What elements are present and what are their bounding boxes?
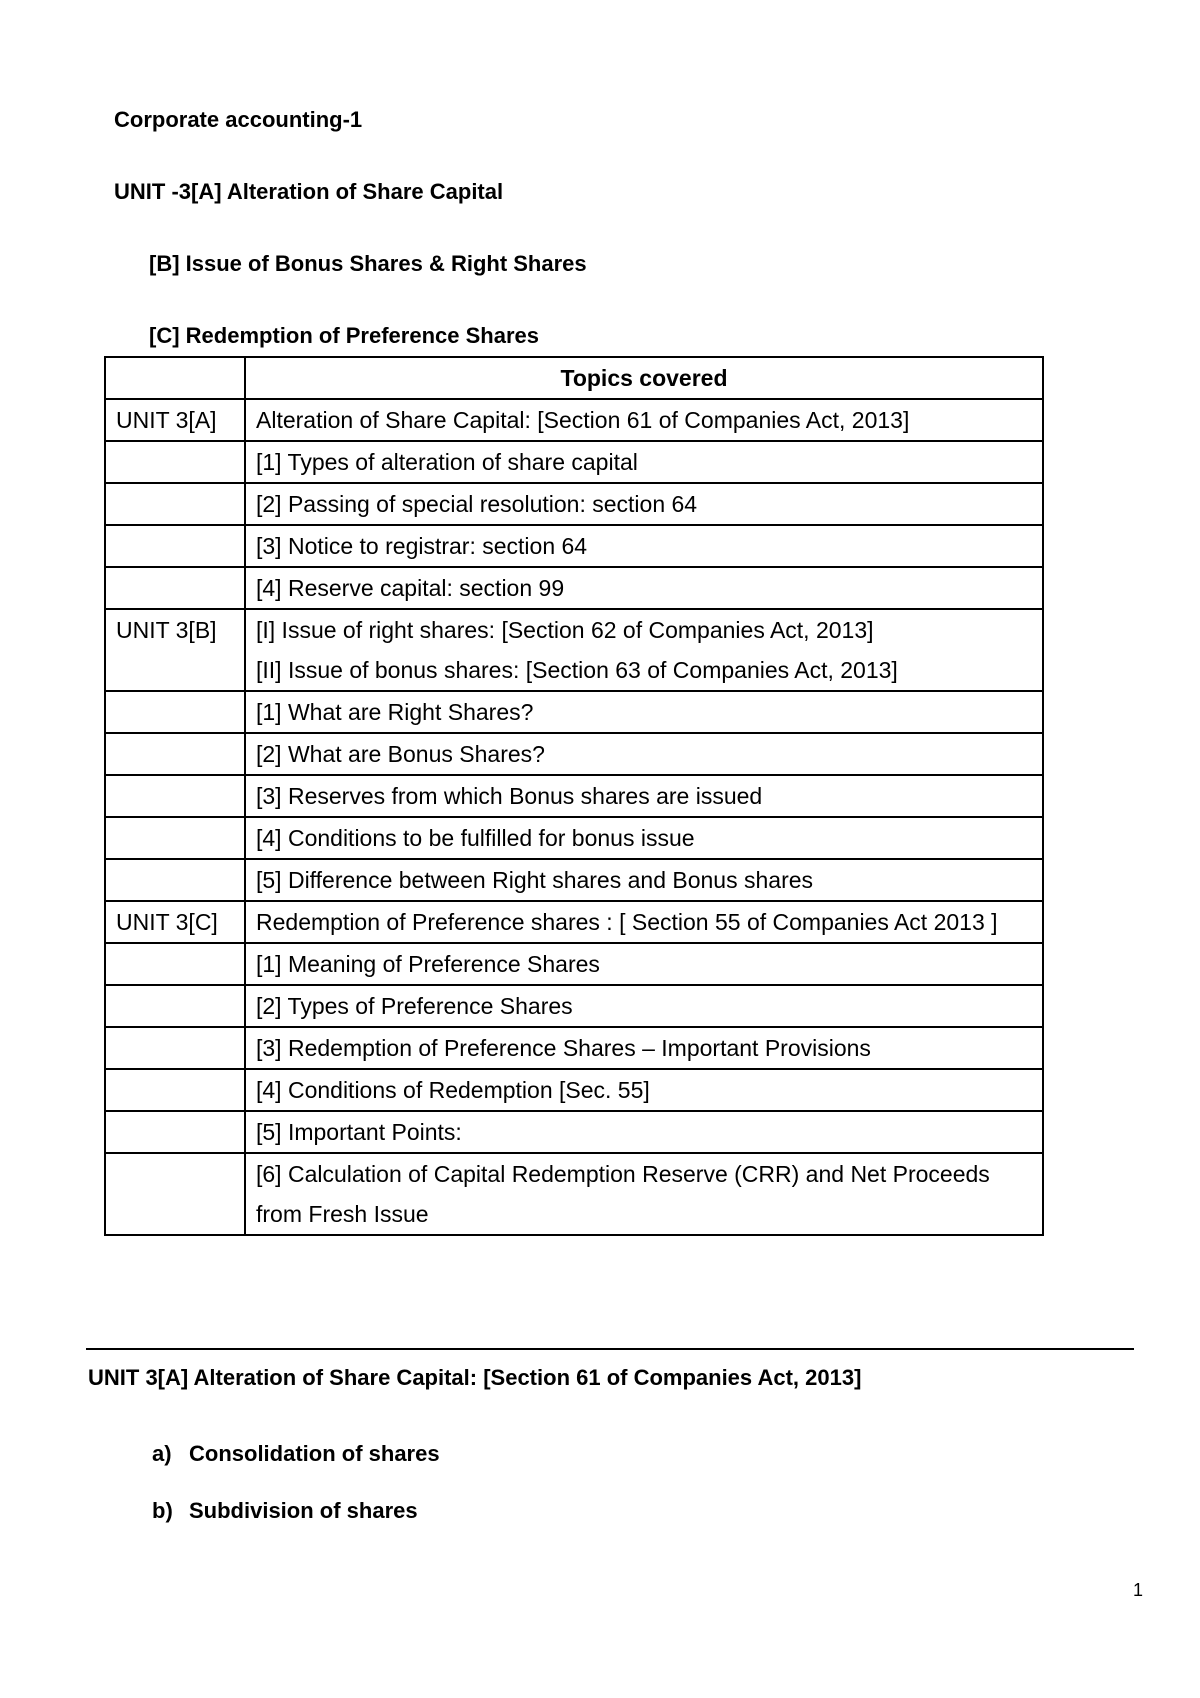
unit-cell <box>105 859 245 901</box>
topic-cell: [6] Calculation of Capital Redemption Reserve (CRR) and Net Proceeds from Fresh Issue <box>245 1153 1043 1235</box>
topic-cell: [3] Redemption of Preference Shares – Important Provisions <box>245 1027 1043 1069</box>
table-row <box>105 399 1043 441</box>
unit-cell <box>105 1027 245 1069</box>
topic-cell: [1] Meaning of Preference Shares <box>245 943 1043 985</box>
unit-cell: UNIT 3[B] <box>105 609 245 691</box>
list-marker: a) <box>152 1441 172 1466</box>
list-item-text: Subdivision of shares <box>189 1498 418 1523</box>
topic-cell: [4] Reserve capital: section 99 <box>245 567 1043 609</box>
topic-cell: [4] Conditions to be fulfilled for bonus issue <box>245 817 1043 859</box>
list-item <box>152 1497 418 1525</box>
unit-cell <box>105 441 245 483</box>
unit-cell: UNIT 3[A] <box>105 399 245 441</box>
table-row <box>105 985 1043 1027</box>
topic-cell: [4] Conditions of Redemption [Sec. 55] <box>245 1069 1043 1111</box>
table-row <box>105 1069 1043 1111</box>
table-row <box>105 1111 1043 1153</box>
table-row <box>105 525 1043 567</box>
unit-cell: UNIT 3[C] <box>105 901 245 943</box>
topic-cell: [3] Notice to registrar: section 64 <box>245 525 1043 567</box>
unit-cell <box>105 943 245 985</box>
table-row <box>105 817 1043 859</box>
list-item <box>152 1440 440 1468</box>
table-row <box>105 859 1043 901</box>
unit-b-heading: [B] Issue of Bonus Shares & Right Shares <box>149 251 587 276</box>
table-row <box>105 483 1043 525</box>
table-row <box>105 441 1043 483</box>
topics-table <box>104 356 1044 1236</box>
topic-line: [II] Issue of bonus shares: [Section 63 of Companies Act, 2013] <box>256 657 898 683</box>
list-marker: b) <box>152 1498 173 1523</box>
unit-cell <box>105 817 245 859</box>
table-row <box>105 609 1043 691</box>
document-title: Corporate accounting-1 <box>114 107 363 132</box>
section-heading: UNIT 3[A] Alteration of Share Capital: [Section 61 of Companies Act, 2013] <box>88 1365 862 1390</box>
unit-cell <box>105 733 245 775</box>
table-row <box>105 691 1043 733</box>
topic-cell: [1] Types of alteration of share capital <box>245 441 1043 483</box>
header-topics-cell: Topics covered <box>245 357 1043 399</box>
table-row <box>105 567 1043 609</box>
table-row <box>105 733 1043 775</box>
table-row <box>105 943 1043 985</box>
unit-cell <box>105 1153 245 1235</box>
topic-cell: [2] Passing of special resolution: section 64 <box>245 483 1043 525</box>
unit-cell <box>105 985 245 1027</box>
table-header-row <box>105 357 1043 399</box>
table-row <box>105 901 1043 943</box>
unit-cell <box>105 691 245 733</box>
unit-c-heading: [C] Redemption of Preference Shares <box>149 323 539 348</box>
topic-cell: Alteration of Share Capital: [Section 61 of Companies Act, 2013] <box>245 399 1043 441</box>
section-divider <box>86 1348 1134 1350</box>
page-number: 1 <box>1133 1580 1144 1600</box>
unit-cell <box>105 525 245 567</box>
topic-cell: [5] Difference between Right shares and Bonus shares <box>245 859 1043 901</box>
topic-cell: [2] What are Bonus Shares? <box>245 733 1043 775</box>
unit-cell <box>105 483 245 525</box>
topic-cell: [2] Types of Preference Shares <box>245 985 1043 1027</box>
topic-cell: [1] What are Right Shares? <box>245 691 1043 733</box>
header-unit-cell <box>105 357 245 399</box>
table-row <box>105 1153 1043 1235</box>
list-item-text: Consolidation of shares <box>189 1441 440 1466</box>
table-row <box>105 775 1043 817</box>
unit-cell <box>105 775 245 817</box>
unit-cell <box>105 567 245 609</box>
table-row <box>105 1027 1043 1069</box>
unit-cell <box>105 1111 245 1153</box>
topic-cell: [5] Important Points: <box>245 1111 1043 1153</box>
topic-cell <box>245 609 1043 691</box>
topic-cell: Redemption of Preference shares : [ Section 55 of Companies Act 2013 ] <box>245 901 1043 943</box>
unit-cell <box>105 1069 245 1111</box>
unit-a-heading: UNIT -3[A] Alteration of Share Capital <box>114 179 504 204</box>
topic-cell: [3] Reserves from which Bonus shares are issued <box>245 775 1043 817</box>
topic-line: [I] Issue of right shares: [Section 62 of Companies Act, 2013] <box>256 617 874 643</box>
